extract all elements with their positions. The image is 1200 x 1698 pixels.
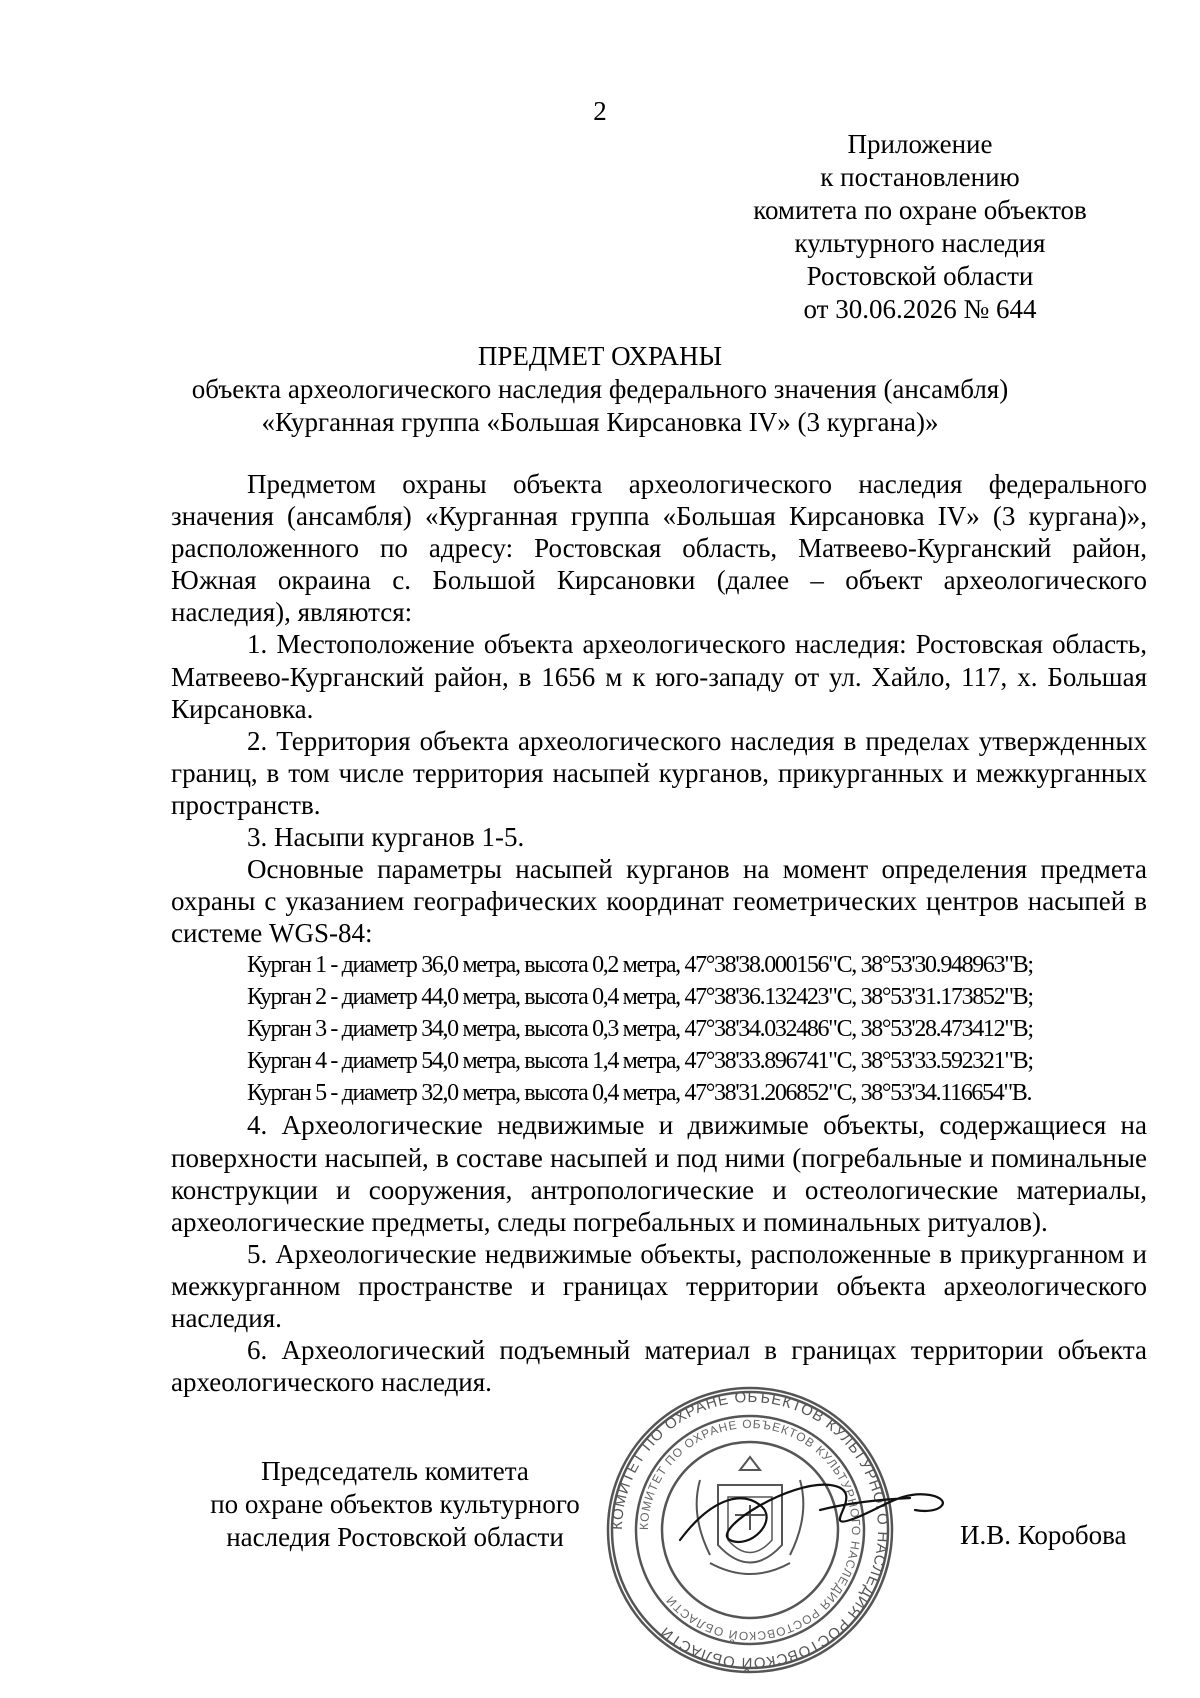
handwritten-signature [670,1460,970,1580]
title-heading: ПРЕДМЕТ ОХРАНЫ [477,341,723,371]
appendix-line: от 30.06.2026 № 644 [803,294,1037,324]
kurgan-line: Курган 2 - диаметр 44,0 метра, высота 0,4 метра, 47°38'36.132423"С, 38°53'31.173852"В; [247,984,1033,1011]
item-2-paragraph: 2. Территория объекта археологического наследия в пределах утвержденных границ, в том числе территория насыпей курганов, прикурганных и межкурганных пространств. [171,725,1147,820]
kurgan-line: Курган 3 - диаметр 34,0 метра, высота 0,3 метра, 47°38'34.032486"С, 38°53'28.473412"В; [247,1016,1033,1043]
signatory-position [180,1455,610,1554]
title-line: «Курганная группа «Большая Кирсановка IV» (3 кургана)» [261,407,939,437]
item-6-paragraph: 6. Археологический подъемный материал в границах территории объекта археологического наследия. [171,1335,1147,1398]
intro-paragraph: Предметом охраны объекта археологического наследия федерального значения (ансамбля) «Курганная группа «Большая Кирсановка IV» (3 кургана)», расположенного по адресу: Ростовская область, Матвеево-Курганский район, Южная окраина с. Большой Кирсановки (далее – объект археологического наследия), являются: [171,469,1147,628]
item-5-paragraph: 5. Археологические недвижимые объекты, расположенные в прикурганном и межкурганном пространстве и границах территории объекта археологического наследия. [171,1238,1147,1333]
seal-inner-text: КОМИТЕТ ПО ОХРАНЕ ОБЪЕКТОВ КУЛЬТУРНОГО НАСЛЕДИЯ РОСТОВСКОЙ ОБЛАСТИ [636,1416,864,1644]
appendix-line: Ростовской области [806,261,1034,291]
document-body [171,468,1147,1398]
appendix-line: Приложение [847,129,993,159]
position-line: по охране объектов культурного [210,1489,580,1519]
kurgan-line: Курган 5 - диаметр 32,0 метра, высота 0,4 метра, 47°38'31.206852"С, 38°53'34.116654"В. [247,1080,1032,1107]
position-line: наследия Ростовской области [226,1522,564,1552]
kurgan-line: Курган 1 - диаметр 36,0 метра, высота 0,2 метра, 47°38'38.000156"С, 38°53'30.948963"В; [247,952,1033,979]
appendix-line: к постановлению [820,162,1020,192]
signer-name: И.В. Коробова [960,1520,1127,1550]
item-1-paragraph: 1. Местоположение объекта археологического наследия: Ростовская область, Матвеево-Курганский район, в 1656 м к юго-западу от ул. Хайло, 117, х. Большая Кирсановка. [171,629,1147,724]
seal-outer-text: КОМИТЕТ ПО ОХРАНЕ ОБЪЕКТОВ КУЛЬТУРНОГО НАСЛЕДИЯ РОСТОВСКОЙ ОБЛАСТИ [608,1388,892,1672]
page-number: 2 [593,96,607,126]
item-4-paragraph: 4. Археологические недвижимые и движимые объекты, содержащиеся на поверхности насыпей, в составе насыпей и под ними (погребальные и поминальные конструкции и сооружения, антропологические и остеологические материалы, археологические предметы, следы погребальных и поминальных ритуалов). [171,1110,1147,1237]
kurgan-list [171,949,1147,1109]
item-3-paragraph: 3. Насыпи курганов 1-5. [247,822,525,853]
title-line: объекта археологического наследия федерального значения (ансамбля) [191,374,1009,404]
params-paragraph: Основные параметры насыпей курганов на момент определения предмета охраны с указанием географических координат геометрических центров насыпей в системе WGS-84: [171,854,1147,949]
appendix-line: комитета по охране объектов [753,195,1087,225]
position-line: Председатель комитета [261,1456,529,1486]
kurgan-line: Курган 4 - диаметр 54,0 метра, высота 1,4 метра, 47°38'33.896741"С, 38°53'33.592321"В; [247,1048,1033,1075]
appendix-block [740,128,1100,326]
document-title [0,340,1200,439]
appendix-line: культурного наследия [794,228,1046,258]
